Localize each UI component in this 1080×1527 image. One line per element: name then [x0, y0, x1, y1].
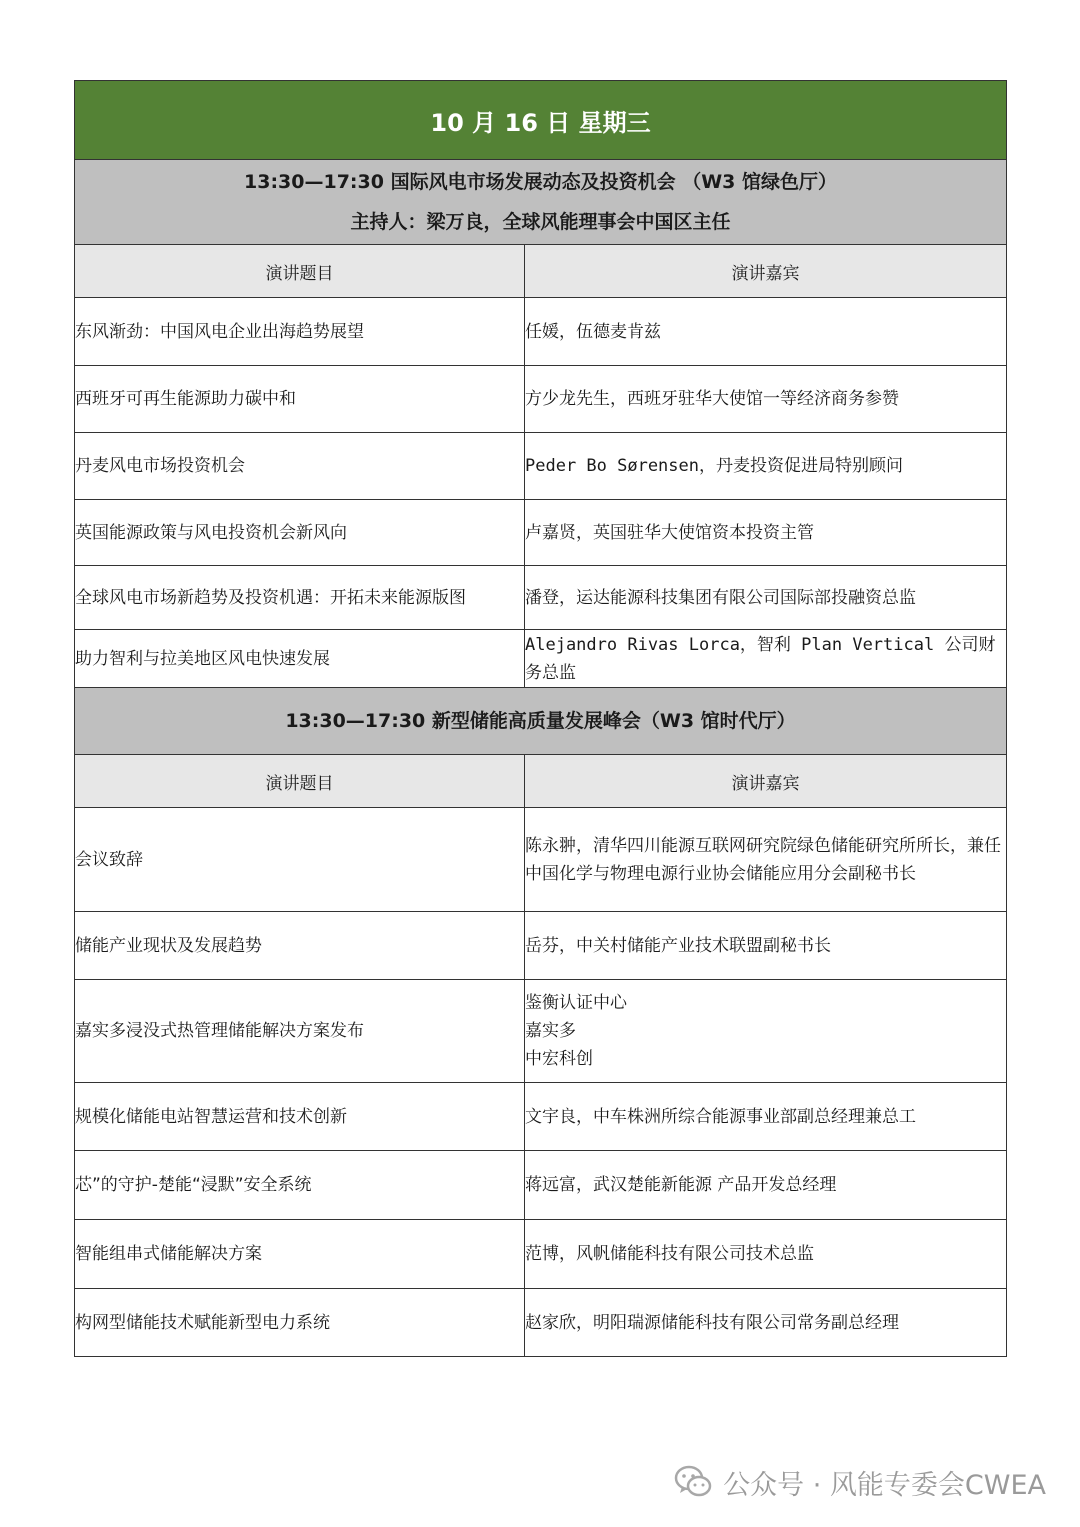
session-title: 13:30—17:30 新型储能高质量发展峰会（W3 馆时代厅）	[285, 710, 796, 732]
schedule-table	[74, 80, 1007, 1357]
table-row	[75, 1289, 1007, 1357]
table-row	[75, 808, 1007, 912]
speaker-name: 赵家欣，明阳瑞源储能科技有限公司常务副总经理	[525, 1312, 899, 1333]
talk-speaker	[525, 808, 1007, 912]
wechat-icon	[673, 1462, 713, 1502]
speaker-name: 鉴衡认证中心	[525, 993, 627, 1013]
talk-speaker	[525, 1083, 1007, 1151]
talk-speaker	[525, 566, 1007, 630]
talk-topic: 会议致辞	[75, 808, 525, 912]
talk-topic: 英国能源政策与风电投资机会新风向	[75, 500, 525, 566]
speaker-name: 陈永翀，清华四川能源互联网研究院绿色储能研究所所长，兼任中国化学与物理电源行业协会储能应用分会副秘书长	[525, 835, 1001, 884]
talk-speaker	[525, 1289, 1007, 1357]
talk-speaker	[525, 298, 1007, 366]
table-row	[75, 298, 1007, 366]
session-header-row	[75, 688, 1007, 755]
column-header-row	[75, 245, 1007, 298]
session-host: 主持人：梁万良，全球风能理事会中国区主任	[350, 211, 731, 233]
column-header-topic: 演讲题目	[75, 755, 525, 808]
speaker-name: 蒋远富，武汉楚能新能源 产品开发总经理	[525, 1175, 837, 1195]
table-row	[75, 433, 1007, 500]
column-header-speaker: 演讲嘉宾	[525, 755, 1007, 808]
speaker-name: 潘登，运达能源科技集团有限公司国际部投融资总监	[525, 587, 916, 608]
talk-speaker	[525, 980, 1007, 1083]
talk-speaker	[525, 1220, 1007, 1289]
speaker-name: 岳芬，中关村储能产业技术联盟副秘书长	[525, 935, 831, 956]
talk-speaker	[525, 1151, 1007, 1220]
talk-speaker	[525, 500, 1007, 566]
watermark	[673, 1462, 1046, 1502]
speaker-name: 范博，风帆储能科技有限公司技术总监	[525, 1244, 814, 1264]
talk-topic: 助力智利与拉美地区风电快速发展	[75, 630, 525, 688]
column-header-speaker: 演讲嘉宾	[525, 245, 1007, 298]
talk-topic: 西班牙可再生能源助力碳中和	[75, 366, 525, 433]
table-row	[75, 630, 1007, 688]
speaker-name: 方少龙先生，西班牙驻华大使馆一等经济商务参赞	[525, 389, 899, 409]
table-row	[75, 980, 1007, 1083]
table-row	[75, 500, 1007, 566]
session-header	[75, 160, 1007, 245]
session-header	[75, 688, 1007, 755]
talk-speaker	[525, 630, 1007, 688]
table-row	[75, 912, 1007, 980]
speaker-name: 文宇良，中车株洲所综合能源事业部副总经理兼总工	[525, 1106, 916, 1127]
table-row	[75, 1220, 1007, 1289]
talk-topic: 嘉实多浸没式热管理储能解决方案发布	[75, 980, 525, 1083]
table-row	[75, 566, 1007, 630]
table-row	[75, 366, 1007, 433]
talk-topic: 构网型储能技术赋能新型电力系统	[75, 1289, 525, 1357]
talk-topic: 芯”的守护-楚能“浸默”安全系统	[75, 1151, 525, 1220]
speaker-name: 中宏科创	[525, 1049, 593, 1069]
schedule-body	[75, 81, 1007, 1357]
session-header-row	[75, 160, 1007, 245]
day-header: 10 月 16 日 星期三	[75, 81, 1007, 160]
talk-topic: 东风渐劲：中国风电企业出海趋势展望	[75, 298, 525, 366]
session-title: 13:30—17:30 国际风电市场发展动态及投资机会 （W3 馆绿色厅）	[244, 171, 837, 193]
talk-topic: 全球风电市场新趋势及投资机遇：开拓未来能源版图	[75, 566, 525, 630]
talk-topic: 储能产业现状及发展趋势	[75, 912, 525, 980]
speaker-name: 嘉实多	[525, 1021, 576, 1041]
column-header-topic: 演讲题目	[75, 245, 525, 298]
column-header-row	[75, 755, 1007, 808]
talk-speaker	[525, 433, 1007, 500]
talk-topic: 规模化储能电站智慧运营和技术创新	[75, 1083, 525, 1151]
table-row	[75, 1083, 1007, 1151]
watermark-text: 公众号 · 风能专委会CWEA	[723, 1469, 1046, 1501]
speaker-name: Alejandro Rivas Lorca，智利 Plan Vertical 公司财务总监	[525, 634, 996, 683]
talk-speaker	[525, 366, 1007, 433]
talk-speaker	[525, 912, 1007, 980]
talk-topic: 智能组串式储能解决方案	[75, 1220, 525, 1289]
speaker-name: 卢嘉贤，英国驻华大使馆资本投资主管	[525, 522, 814, 543]
speaker-name: 任媛，伍德麦肯兹	[525, 321, 661, 342]
speaker-name: Peder Bo Sørensen，丹麦投资促进局特别顾问	[525, 456, 903, 476]
talk-topic: 丹麦风电市场投资机会	[75, 433, 525, 500]
day-header-row	[75, 81, 1007, 160]
table-row	[75, 1151, 1007, 1220]
